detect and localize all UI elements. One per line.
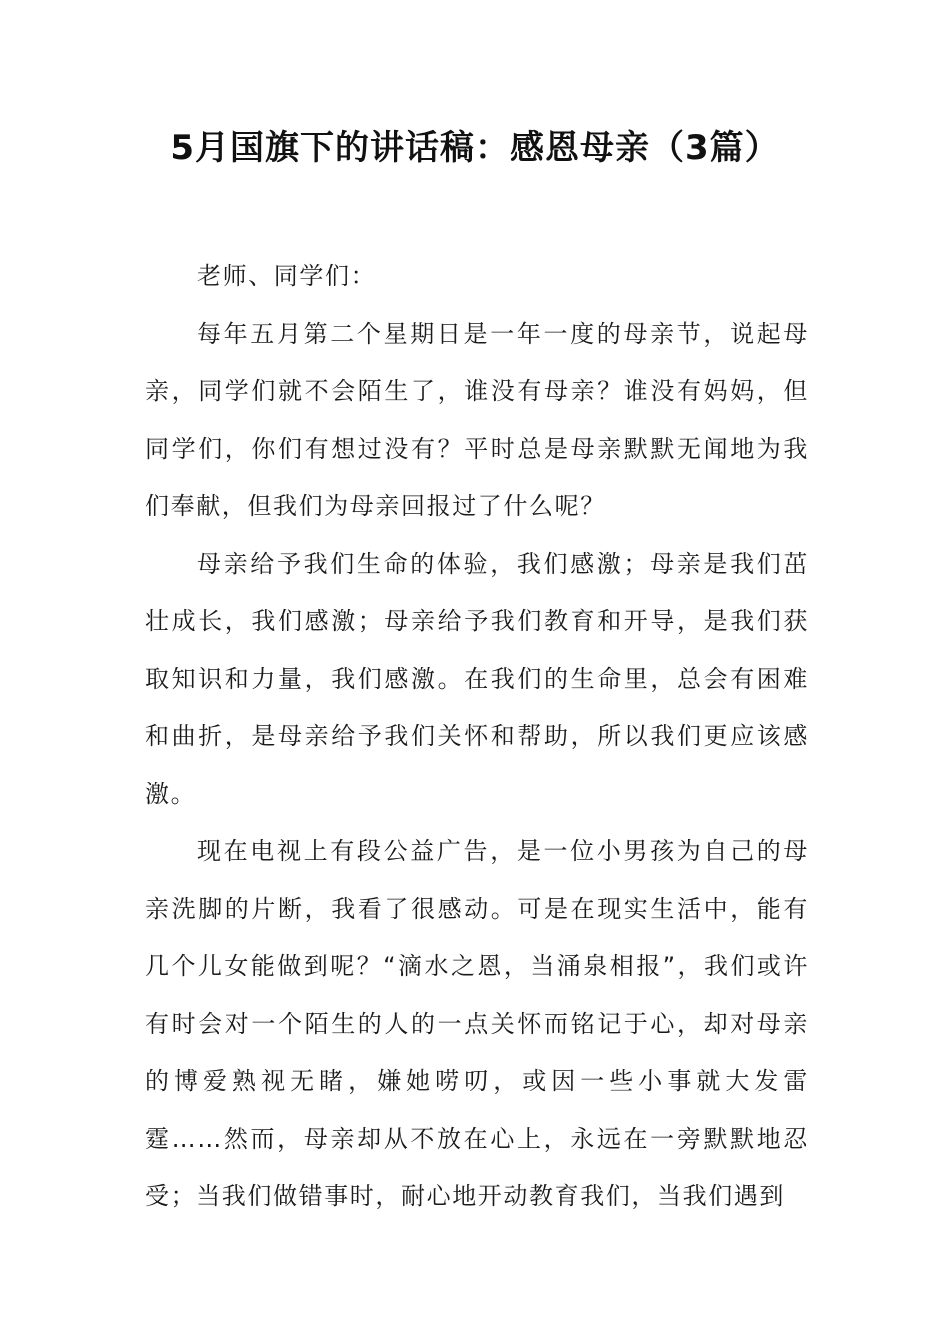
paragraph: 现在电视上有段公益广告，是一位小男孩为自己的母亲洗脚的片断，我看了很感动。可是在现实生活中，能有几个儿女能做到呢？“滴水之恩，当涌泉相报”，我们或许有时会对一个陌生的人的一点关怀而铭记于心，却对母亲的博爱熟视无睹，嫌她唠叨，或因一些小事就大发雷霆……然而，母亲却从不放在心上，永远在一旁默默地忍受；当我们做错事时，耐心地开动教育我们，当我们遇到 [145, 837, 809, 1210]
document-title: 5月国旗下的讲话稿：感恩母亲（3篇） [170, 128, 780, 168]
paragraph: 每年五月第二个星期日是一年一度的母亲节，说起母亲，同学们就不会陌生了，谁没有母亲？谁没有妈妈，但同学们，你们有想过没有？平时总是母亲默默无闻地为我们奉献，但我们为母亲回报过了什么呢？ [145, 319, 809, 520]
paragraph-greeting: 老师、同学们： [197, 262, 377, 290]
document-body [145, 248, 809, 1226]
paragraph: 母亲给予我们生命的体验，我们感激；母亲是我们茁壮成长，我们感激；母亲给予我们教育和开导，是我们获取知识和力量，我们感激。在我们的生命里，总会有困难和曲折，是母亲给予我们关怀和帮助，所以我们更应该感激。 [145, 549, 809, 808]
